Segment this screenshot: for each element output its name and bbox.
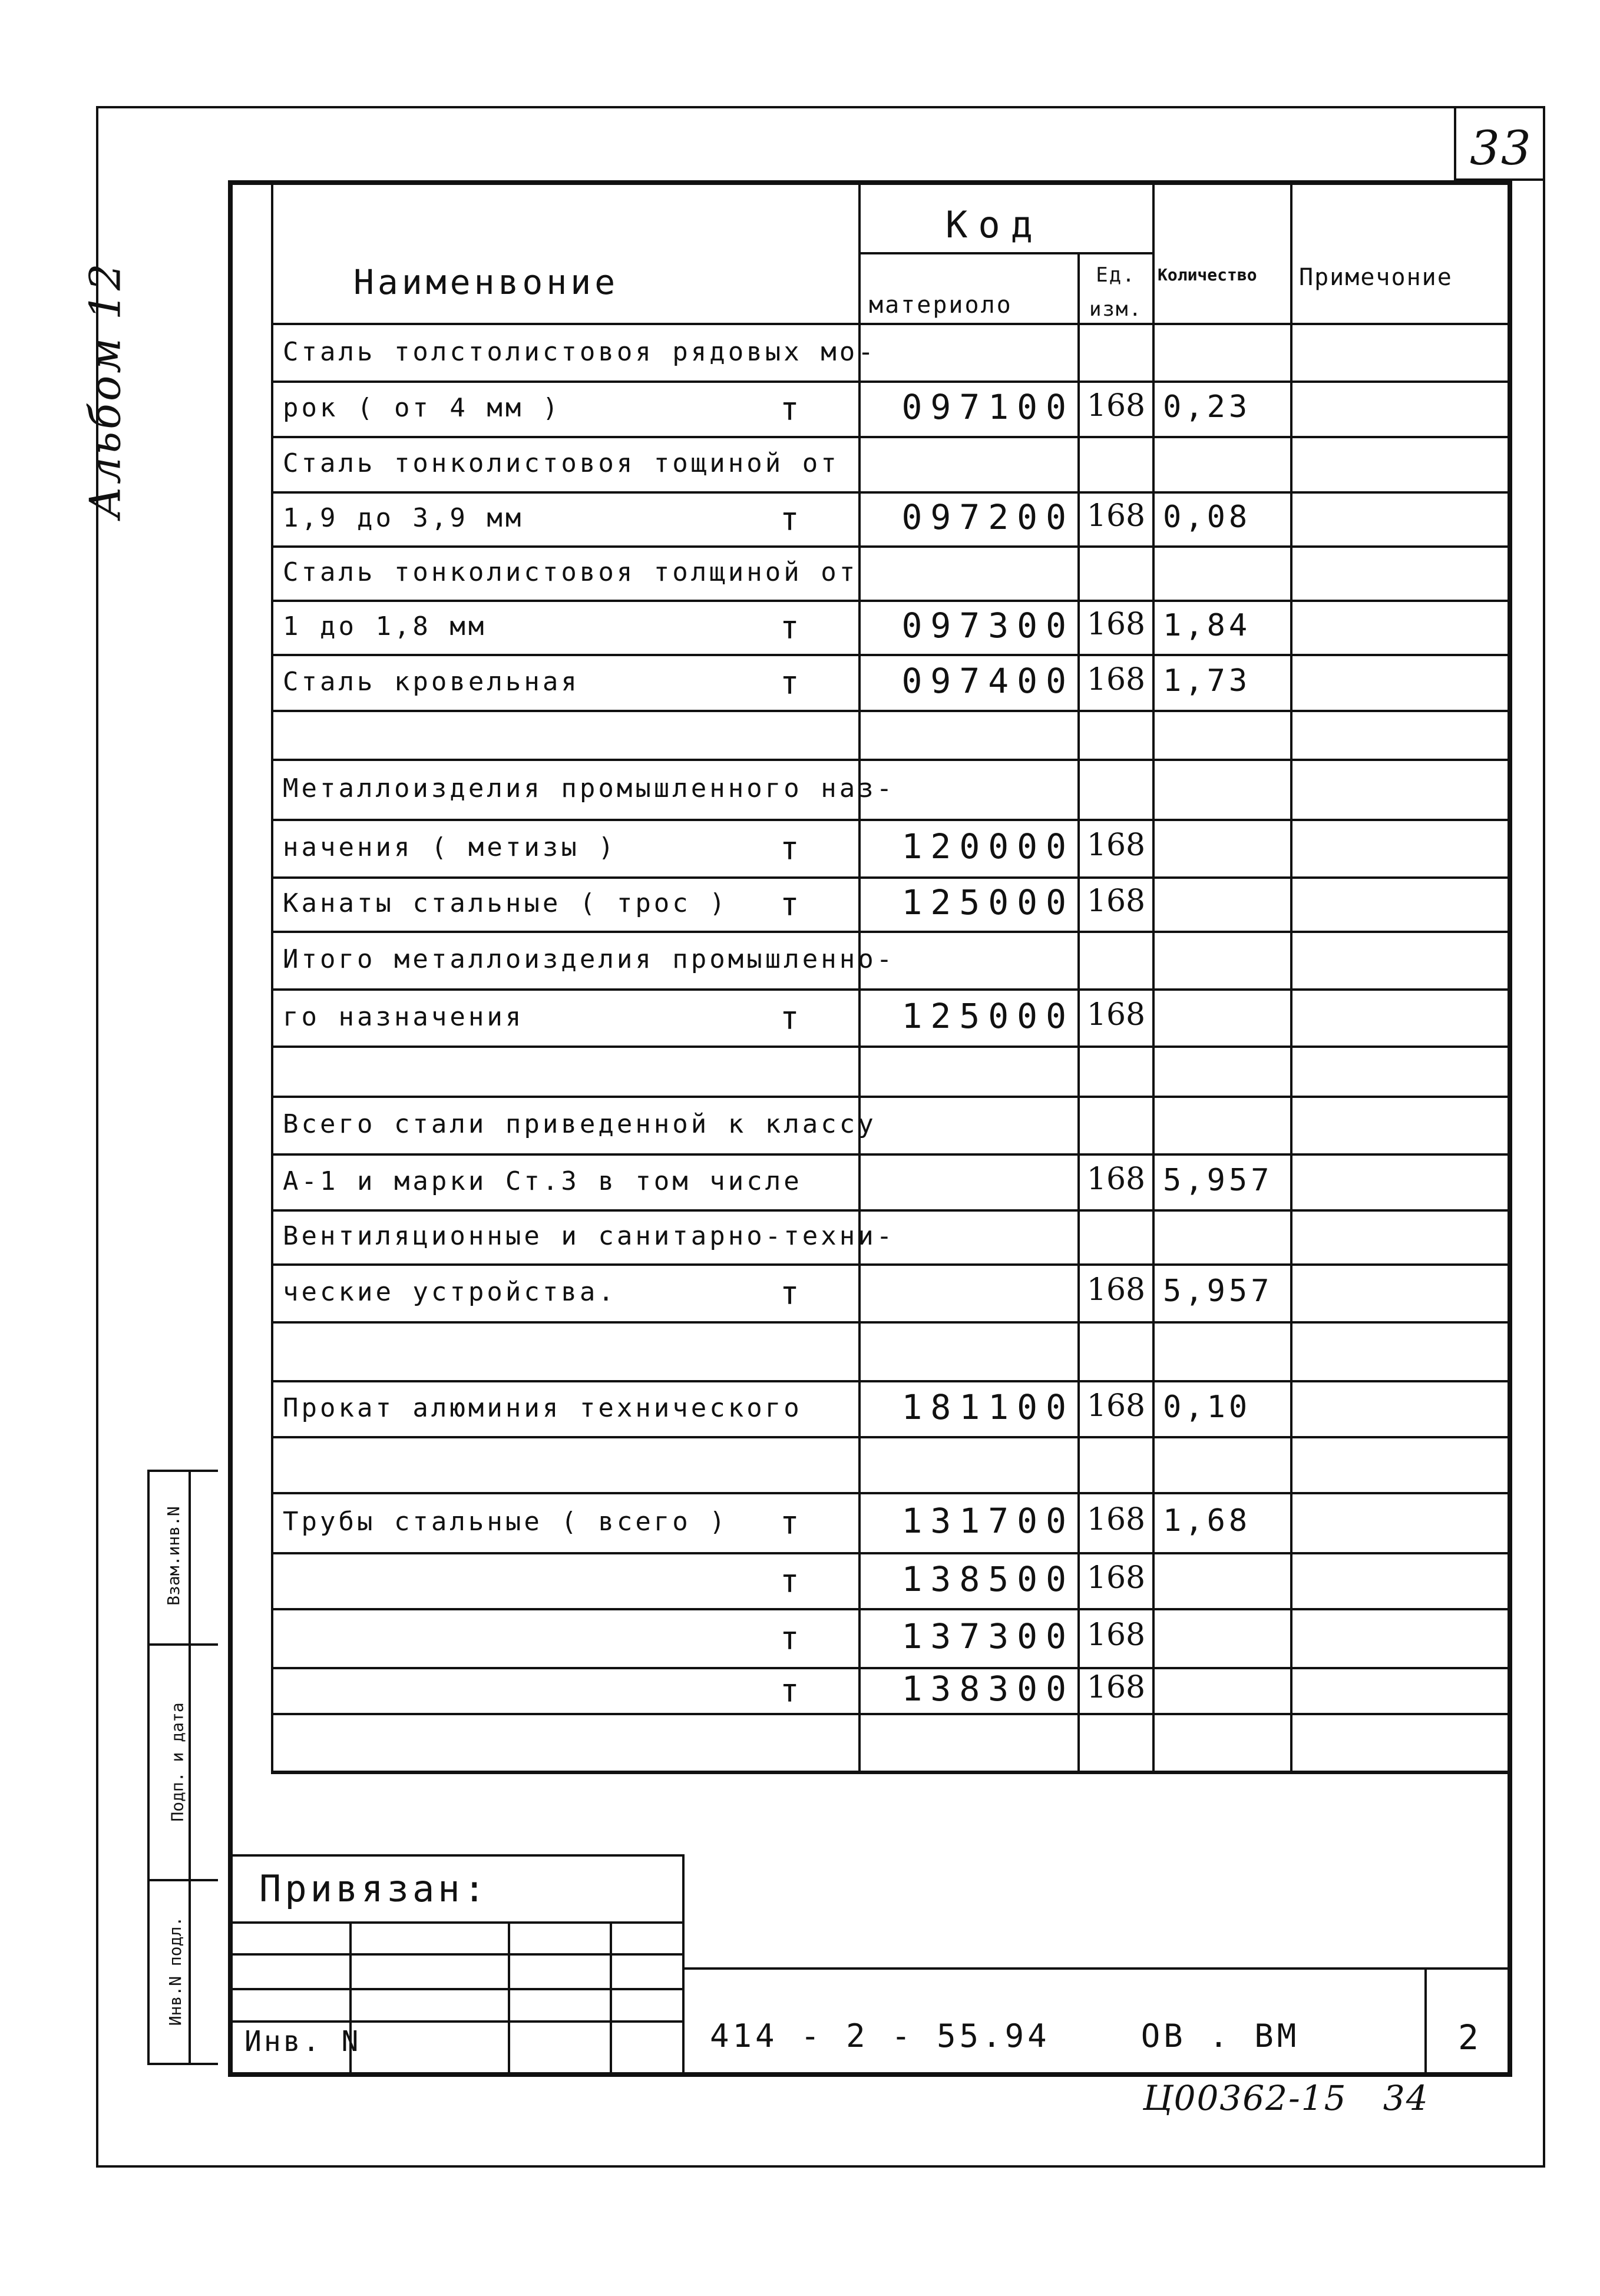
table-row (273, 1381, 1508, 1437)
row-unit-code: 168 (1086, 661, 1146, 697)
row-unit-symbol: т (780, 391, 802, 428)
table-row (273, 711, 1508, 760)
row-material-code: 120000 (901, 826, 1075, 866)
table-row (273, 437, 1508, 492)
header-unit: Ед. изм. (1089, 263, 1142, 321)
row-name: го назначения (283, 1001, 524, 1032)
row-quantity: 1,84 (1163, 608, 1251, 643)
table-row (273, 601, 1508, 655)
table-row (273, 1714, 1508, 1772)
table-row (273, 932, 1508, 990)
row-material-code: 097300 (901, 606, 1075, 646)
row-unit-code: 168 (1086, 1617, 1146, 1653)
table-row (273, 990, 1508, 1047)
row-unit-symbol: т (780, 1562, 802, 1600)
row-unit-symbol: т (780, 1275, 802, 1312)
header-name: Наименвоние (353, 262, 619, 302)
table-row (273, 1047, 1508, 1097)
table-row (273, 1553, 1508, 1609)
stamp-podp-data: Подп. и дата (167, 1702, 187, 1822)
row-unit-code: 168 (1086, 388, 1146, 424)
stamp-vzam-inv: Взам.инв.N (163, 1506, 183, 1606)
row-unit-code: 168 (1086, 498, 1146, 534)
row-name: Прокат алюминия технического (283, 1392, 802, 1423)
row-name: Вентиляционные и санитарно-техни- (283, 1221, 895, 1251)
row-unit-code: 168 (1086, 1388, 1146, 1424)
header-note: Примечоние (1299, 264, 1453, 291)
sheet-number: 2 (1458, 2017, 1481, 2057)
album-label: Альбом 12 (80, 261, 130, 519)
table-row (273, 1154, 1508, 1210)
row-unit-symbol: т (780, 1672, 802, 1709)
row-unit-code: 168 (1086, 997, 1146, 1033)
table-row (273, 325, 1508, 382)
row-unit-symbol: т (780, 886, 802, 923)
row-unit-code: 168 (1086, 1560, 1146, 1596)
row-name: Сталь тонколистовоя толщиной от (283, 557, 858, 587)
row-material-code: 131700 (901, 1501, 1075, 1541)
table-row (273, 1210, 1508, 1265)
row-material-code: 125000 (901, 882, 1075, 922)
row-name: Всего стали приведенной к классу (283, 1109, 877, 1139)
table-row (273, 1437, 1508, 1493)
table-row (273, 1668, 1508, 1714)
row-name: рок ( от 4 мм ) (283, 393, 561, 423)
header-material: материоло (869, 292, 1013, 319)
row-unit-symbol: т (780, 609, 802, 646)
row-name: Канаты стальные ( трос ) (283, 888, 728, 918)
row-unit-symbol: т (780, 999, 802, 1037)
row-material-code: 137300 (901, 1616, 1075, 1656)
row-quantity: 0,23 (1163, 389, 1251, 425)
row-quantity: 1,68 (1163, 1503, 1251, 1539)
table-row (273, 382, 1508, 437)
table-row (273, 1322, 1508, 1381)
row-name: начения ( метизы ) (283, 832, 617, 862)
row-material-code: 097100 (901, 387, 1075, 427)
row-name: Сталь кровельная (283, 666, 580, 697)
table-row (273, 547, 1508, 601)
row-unit-symbol: т (780, 1504, 802, 1541)
table-row (273, 1265, 1508, 1322)
row-material-code: 138500 (901, 1559, 1075, 1599)
row-unit-code: 168 (1086, 1670, 1146, 1705)
table-row (273, 492, 1508, 547)
row-unit-code: 168 (1086, 1161, 1146, 1197)
header-quantity: Количество (1158, 265, 1257, 284)
row-name: А-1 и марки Ст.3 в том числе (283, 1166, 802, 1196)
row-name: Металлоизделия промышленного наз- (283, 773, 895, 803)
page-number: 33 (1470, 121, 1532, 176)
row-name: 1 до 1,8 мм (283, 611, 487, 641)
row-name: 1,9 до 3,9 мм (283, 503, 524, 533)
row-name: Сталь толстолистовоя рядовых мо- (283, 337, 877, 367)
row-quantity: 5,957 (1163, 1162, 1273, 1198)
row-quantity: 0,10 (1163, 1389, 1251, 1425)
privyazan-label: Привязан: (259, 1867, 489, 1910)
row-unit-symbol: т (780, 501, 802, 538)
row-name: Сталь тонколистовоя тощиной от (283, 448, 839, 478)
stamp-inv-podl: Инв.N подл. (166, 1916, 186, 2026)
row-material-code: 097200 (901, 497, 1075, 537)
row-unit-symbol: т (780, 664, 802, 702)
row-name: ческие устройства. (283, 1277, 617, 1307)
footer-handwritten-code: Ц00362-15 34 (1143, 2078, 1429, 2118)
row-unit-code: 168 (1086, 1502, 1146, 1537)
row-material-code: 181100 (901, 1387, 1075, 1427)
row-unit-code: 168 (1086, 607, 1146, 642)
table-row (273, 1609, 1508, 1668)
document-code: 414 - 2 - 55.94 ОВ . ВМ (710, 2017, 1300, 2055)
inv-n-label: Инв. N (244, 2025, 361, 2058)
row-unit-code: 168 (1086, 884, 1146, 919)
row-material-code: 125000 (901, 995, 1075, 1036)
table-row (273, 655, 1508, 711)
table-row (273, 820, 1508, 878)
row-unit-symbol: т (780, 1620, 802, 1657)
table-row (273, 878, 1508, 932)
row-unit-code: 168 (1086, 828, 1146, 863)
row-name: Трубы стальные ( всего ) (283, 1507, 728, 1537)
row-material-code: 097400 (901, 660, 1075, 701)
row-quantity: 5,957 (1163, 1273, 1273, 1309)
table-row (273, 1097, 1508, 1154)
row-quantity: 0,08 (1163, 499, 1251, 535)
row-material-code: 138300 (901, 1669, 1075, 1709)
header-code-group: Код (946, 203, 1043, 246)
row-unit-symbol: т (780, 830, 802, 867)
table-row (273, 760, 1508, 820)
table-row (273, 1493, 1508, 1553)
row-quantity: 1,73 (1163, 663, 1251, 699)
row-name: Итого металлоизделия промышленно- (283, 944, 895, 974)
row-unit-code: 168 (1086, 1272, 1146, 1308)
